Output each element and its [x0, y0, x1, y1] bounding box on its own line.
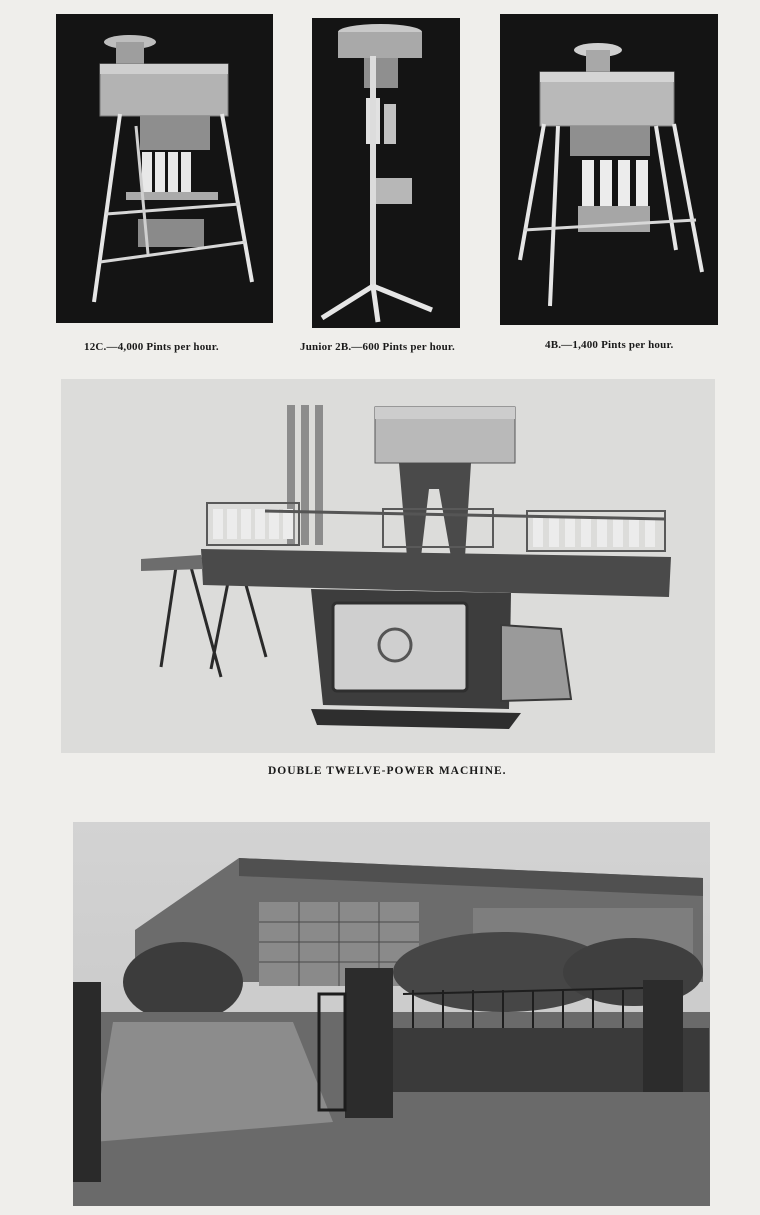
photo-junior-2b-machine — [312, 18, 460, 328]
caption-4b: 4B.—1,400 Pints per hour. — [545, 339, 674, 351]
photo-double-twelve-machine — [61, 379, 715, 753]
caption-junior-2b: Junior 2B.—600 Pints per hour. — [300, 341, 455, 353]
caption-12c: 12C.—4,000 Pints per hour. — [84, 341, 219, 353]
machine-junior-2b-image — [312, 18, 460, 328]
machine-12c-image — [56, 14, 273, 323]
double-twelve-machine-image — [61, 379, 715, 753]
photo-factory-building — [73, 822, 710, 1206]
factory-building-image — [73, 822, 710, 1206]
photo-12c-machine — [56, 14, 273, 323]
caption-double-twelve: DOUBLE TWELVE-POWER MACHINE. — [268, 765, 507, 777]
photo-4b-machine — [500, 14, 718, 325]
machine-4b-image — [500, 14, 718, 325]
